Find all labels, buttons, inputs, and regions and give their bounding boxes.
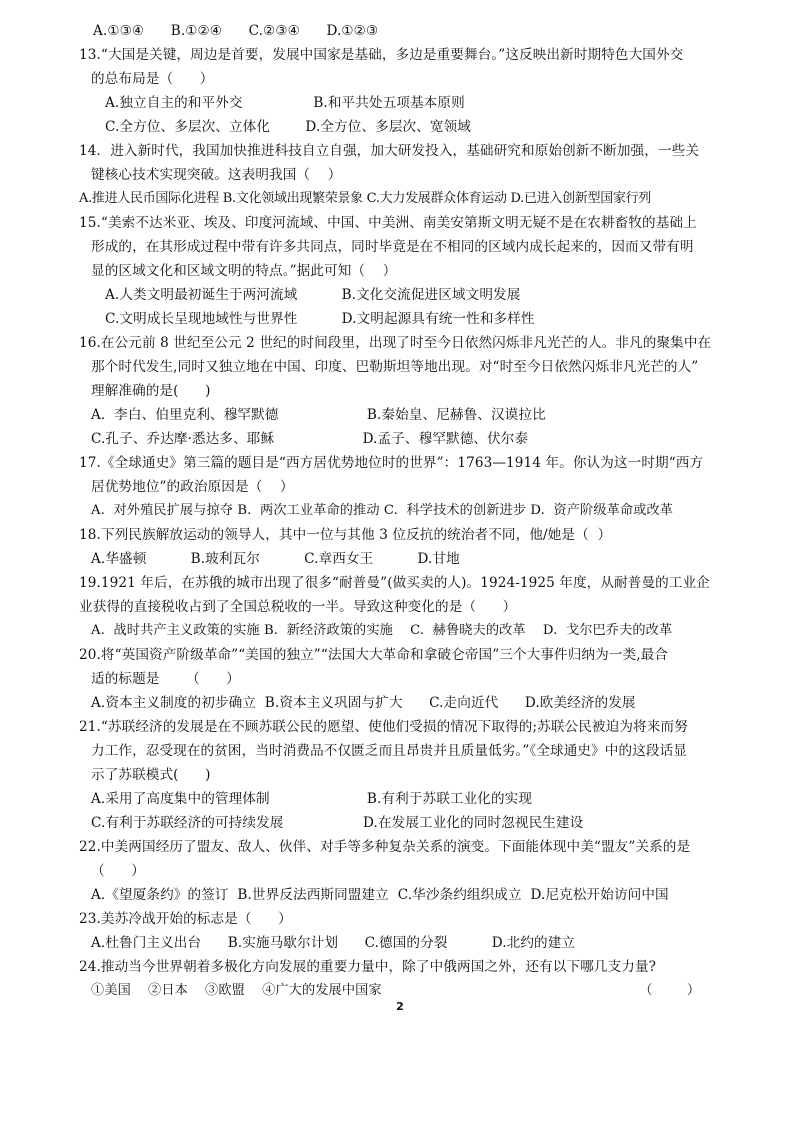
q19-options: A. 战时共产主义政策的实施 B. 新经济政策的实施 C. 赫鲁晓夫的改革 D. 戈尔巴乔夫的改革 xyxy=(91,623,673,638)
q24-stem: 24.推动当今世界朝着多极化方向发展的重要力量中，除了中俄两国之外，还有以下哪几支力量? xyxy=(79,959,657,975)
q21-stem-line2: 力工作，忍受现在的贫困，当时消费品不仅匮乏而且昂贵并且质量低劣。”《全球通史》中的这段话显 xyxy=(91,743,687,759)
q20-stem-line1: 20.将“英国资产阶级革命”“美国的独立”“法国大大革命和拿破仑帝国”三个大事件归纳为一类,最合 xyxy=(79,647,668,663)
q14-stem-line2: 键核心技术实现突破。这表明我国（ ） xyxy=(91,167,342,183)
q22-stem-line1: 22.中美两国经历了盟友、敌人、伙伴、对手等多种复杂关系的演变。下面能体现中美“盟友”关系的是 xyxy=(79,839,691,855)
q16-stem-line2: 那个时代发生,同时又独立地在中国、印度、巴勒斯坦等地出现。对“时至今日依然闪烁非凡光芒的人” xyxy=(91,359,699,375)
q13-options-cd: C.全方位、多层次、立体化 D.全方位、多层次、宽领域 xyxy=(105,119,472,135)
q15-stem-line1: 15.“美索不达米亚、埃及、印度河流域、中国、中美洲、南美安第斯文明无疑不是在农耕畜牧的基础上 xyxy=(79,215,697,231)
q13-options-ab: A.独立自主的和平外交 B.和平共处五项基本原则 xyxy=(105,95,465,111)
q18-options: A.华盛顿 B.玻利瓦尔 C.章西女王 D.甘地 xyxy=(91,551,460,567)
q23-stem: 23.美苏冷战开始的标志是（ ） xyxy=(79,911,292,927)
q21-options-cd: C.有利于苏联经济的可持续发展 D.在发展工业化的同时忽视民生建设 xyxy=(91,815,584,831)
q21-stem-line3: 示了苏联模式( ) xyxy=(91,767,211,783)
q13-stem-line1: 13.“大国是关键，周边是首要，发展中国家是基础，多边是重要舞台。”这反映出新时期特色大国外交 xyxy=(79,47,684,63)
q17-options: A. 对外殖民扩展与掠夺 B. 两次工业革命的推动 C. 科学技术的创新进步 D. 资产阶级革命或改革 xyxy=(91,503,674,518)
q12-options: A.①③④ B.①②④ C.②③④ D.①②③ xyxy=(93,23,379,39)
q19-stem-line2: 业获得的直接税收占到了全国总税收的一半。导致这种变化的是（ ） xyxy=(79,599,517,615)
q20-stem-line2: 适的标题是 （ ） xyxy=(91,671,240,687)
q17-stem-line1: 17.《全球通史》第三篇的题目是“西方居优势地位时的世界”：1763—1914 年。你认为这一时期“西方 xyxy=(79,455,704,471)
q16-stem-line3: 理解准确的是( ) xyxy=(91,383,211,399)
q16-stem-line1: 16.在公元前 8 世纪至公元 2 世纪的时间段里，出现了时至今日依然闪烁非凡光芒的人。非凡的聚集中在 xyxy=(79,335,712,351)
q15-stem-line3: 显的区域文化和区域文明的特点。”据此可知（ ） xyxy=(91,263,397,279)
q13-stem-line2: 的总布局是（ ） xyxy=(91,71,214,87)
q21-options-ab: A.采用了高度集中的管理体制 B.有利于苏联工业化的实现 xyxy=(91,791,533,807)
q22-stem-line2: （ ） xyxy=(91,863,145,879)
q17-stem-line2: 居优势地位”的政治原因是（ ） xyxy=(91,479,294,495)
page-number: 2 xyxy=(396,1000,404,1013)
q15-options-cd: C.文明成长呈现地域性与世界性 D.文明起源具有统一性和多样性 xyxy=(105,311,535,327)
q20-options: A.资本主义制度的初步确立 B.资本主义巩固与扩大 C.走向近代 D.欧美经济的发展 xyxy=(91,695,636,711)
q14-stem-line1: 14．进入新时代，我国加快推进科技自立自强，加大研发投入，基础研究和原始创新不断加强，一些关 xyxy=(79,143,700,159)
q19-stem-line1: 19.1921 年后，在苏俄的城市出现了很多“耐普曼”(做买卖的人)。1924-1925 年度，从耐普曼的工业企 xyxy=(79,575,710,591)
q23-options: A.杜鲁门主义出台 B.实施马歇尔计划 C.德国的分裂 D.北约的建立 xyxy=(91,935,576,951)
q21-stem-line1: 21.“苏联经济的发展是在不顾苏联公民的愿望、使他们受损的情况下取得的;苏联公民被迫为将来而努 xyxy=(79,719,688,735)
q14-options: A.推进人民币国际化进程 B.文化领域出现繁荣景象 C.大力发展群众体育运动 D.已进入创新型国家行列 xyxy=(79,191,652,206)
q16-options-ab: A. 李白、伯里克利、穆罕默德 B.秦始皇、尼赫鲁、汉谟拉比 xyxy=(91,407,546,423)
q15-stem-line2: 形成的，在其形成过程中带有许多共同点，同时毕竟是在不相同的区域内成长起来的，因而又带有明 xyxy=(91,239,694,255)
q24-items: ①美国 ②日本 ③欧盟 ④广大的发展中国家 （ ） xyxy=(91,983,701,998)
q18-stem: 18.下列民族解放运动的领导人，其中一位与其他 3 位反抗的统治者不同，他/她是（ ） xyxy=(79,527,612,543)
q16-options-cd: C.孔子、乔达摩·悉达多、耶稣 D.孟子、穆罕默德、伏尔泰 xyxy=(91,431,529,447)
q22-options: A.《望厦条约》的签订 B.世界反法西斯同盟建立 C.华沙条约组织成立 D.尼克松开始访问中国 xyxy=(91,887,669,903)
q15-options-ab: A.人类文明最初诞生于两河流域 B.文化交流促进区域文明发展 xyxy=(105,287,521,303)
